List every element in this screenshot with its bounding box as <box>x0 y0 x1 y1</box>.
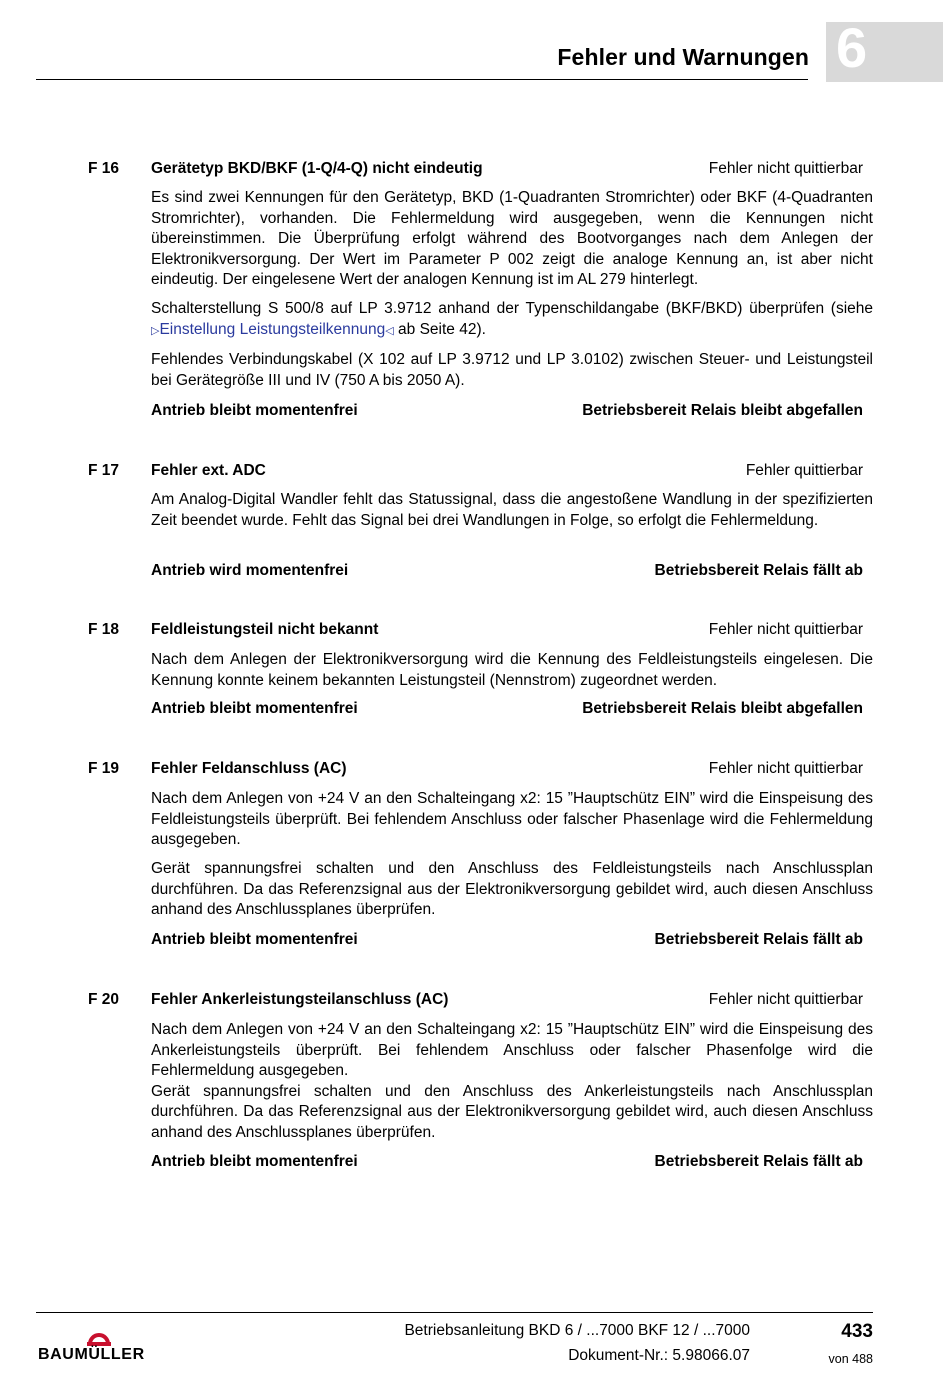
acknowledge-status: Fehler nicht quittierbar <box>708 621 863 638</box>
document-number: Dokument-Nr.: 5.98066.07 <box>568 1347 750 1364</box>
description-paragraph: Gerät spannungsfrei schalten und den Anschluss des Feldleistungsteils nach Anschlussplan durchführen. Da das Referenzsignal aus der Elektronikversorgung gebildet wird, auch diesen Anschluss anhand des Anschlussplanes überprüfen. <box>151 860 873 919</box>
error-title: Gerätetyp BKD/BKF (1-Q/4-Q) nicht eindeutig <box>151 160 483 177</box>
drive-state: Antrieb bleibt momentenfrei <box>151 402 358 419</box>
error-code: F 17 <box>88 462 120 479</box>
relay-state: Betriebsbereit Relais fällt ab <box>654 931 863 948</box>
acknowledge-status: Fehler nicht quittierbar <box>708 760 863 777</box>
acknowledge-status: Fehler quittierbar <box>745 462 863 479</box>
error-description <box>151 188 873 391</box>
error-description <box>151 490 873 531</box>
error-description <box>151 650 873 691</box>
error-code: F 20 <box>88 991 120 1008</box>
error-title: Fehler Feldanschluss (AC) <box>151 760 347 777</box>
description-paragraph: Gerät spannungsfrei schalten und den Anschluss des Ankerleistungsteils nach Anschlussplan durchführen. Da das Referenzsignal aus der Elektronikversorgung gebildet wird, auch diesen Anschluss anhand des Anschlussplanes überprüfen. <box>151 1082 873 1141</box>
logo-mark-icon <box>38 1326 162 1348</box>
relay-state: Betriebsbereit Relais fällt ab <box>654 1153 863 1170</box>
relay-state: Betriebsbereit Relais bleibt abgefallen <box>582 700 863 717</box>
drive-state: Antrieb wird momentenfrei <box>151 562 349 579</box>
description-paragraph: Es sind zwei Kennungen für den Gerätetyp, BKD (1-Quadranten Stromrichter) oder BKF (4-Quadranten Stromrichter), vorhanden. Die Fehlermeldung wird ausgegeben, wenn die Kennungen nicht übereinstimmen. Die Überprüfung erfolgt während des Bootvorganges nach dem Anlegen der Elektronikversorgung. Der Wert im Parameter P 002 zeigt die analoge Kennung an, ist aber nicht eindeutig. Der eingelesene Wert der analogen Kennung ist im AL 279 hinterlegt. <box>151 189 873 289</box>
acknowledge-status: Fehler nicht quittierbar <box>708 991 863 1008</box>
description-paragraph: Nach dem Anlegen der Elektronikversorgung wird die Kennung des Feldleistungsteils eingelesen. Die Kennung konnte keinem bekannten Leistungsteil (Nennstrom) zugeordnet werden. <box>151 651 873 689</box>
relay-state: Betriebsbereit Relais bleibt abgefallen <box>582 402 863 419</box>
error-title: Fehler ext. ADC <box>151 462 266 479</box>
link-start-triangle-icon: ▷ <box>151 325 160 338</box>
drive-state: Antrieb bleibt momentenfrei <box>151 700 358 717</box>
page-total: von 488 <box>828 1352 873 1366</box>
footer-divider <box>36 1312 873 1313</box>
drive-state: Antrieb bleibt momentenfrei <box>151 931 358 948</box>
logo-wordmark: BAUMÜLLER <box>38 1346 145 1363</box>
error-title: Feldleistungsteil nicht bekannt <box>151 621 379 638</box>
drive-state: Antrieb bleibt momentenfrei <box>151 1153 358 1170</box>
paragraph-text: Schalterstellung S 500/8 auf LP 3.9712 anhand der Typenschildangabe (BKF/BKD) überprüfen (siehe <box>151 300 873 318</box>
error-code: F 18 <box>88 621 120 638</box>
header-divider <box>36 79 808 80</box>
error-code: F 19 <box>88 760 120 777</box>
manual-title: Betriebsanleitung BKD 6 / ...7000 BKF 12 / ...7000 <box>404 1322 750 1339</box>
error-title: Fehler Ankerleistungsteilanschluss (AC) <box>151 991 449 1008</box>
page-number: 433 <box>841 1321 873 1342</box>
link-end-triangle-icon: ◁ <box>385 325 394 338</box>
error-description <box>151 1020 873 1144</box>
description-paragraph: Nach dem Anlegen von +24 V an den Schalteingang x2: 15 ”Hauptschütz EIN” wird die Einspeisung des Ankerleistungsteils überprüft. Bei fehlendem Anschluss oder falscher Phasenfolge wird die Fehlermeldung ausgegeben. <box>151 1021 873 1080</box>
relay-state: Betriebsbereit Relais fällt ab <box>654 562 863 579</box>
error-code: F 16 <box>88 160 120 177</box>
error-description <box>151 789 873 921</box>
paragraph-text: ab Seite 42). <box>393 321 486 339</box>
description-paragraph: Nach dem Anlegen von +24 V an den Schalteingang x2: 15 ”Hauptschütz EIN” wird die Einspeisung des Feldleistungsteils überprüft. Bei fehlendem Anschluss oder falscher Phasenlage wird die Fehlermeldung ausgegeben. <box>151 790 873 849</box>
description-paragraph <box>151 299 873 341</box>
description-paragraph: Fehlendes Verbindungskabel (X 102 auf LP 3.9712 und LP 3.0102) zwischen Steuer- und Leistungsteil bei Gerätegröße III und IV (750 A bis 2050 A). <box>151 351 873 389</box>
company-logo <box>38 1326 162 1366</box>
cross-reference-link[interactable]: Einstellung Leistungsteilkennung <box>159 321 386 339</box>
description-paragraph: Am Analog-Digital Wandler fehlt das Statussignal, dass die angestoßene Wandlung in der spezifizierten Zeit beendet wurde. Fehlt das Signal bei drei Wandlungen in Folge, so erfolgt die Fehlermeldung. <box>151 491 873 529</box>
acknowledge-status: Fehler nicht quittierbar <box>708 160 863 177</box>
page-header-title: Fehler und Warnungen <box>557 44 809 70</box>
chapter-number: 6 <box>836 16 868 79</box>
